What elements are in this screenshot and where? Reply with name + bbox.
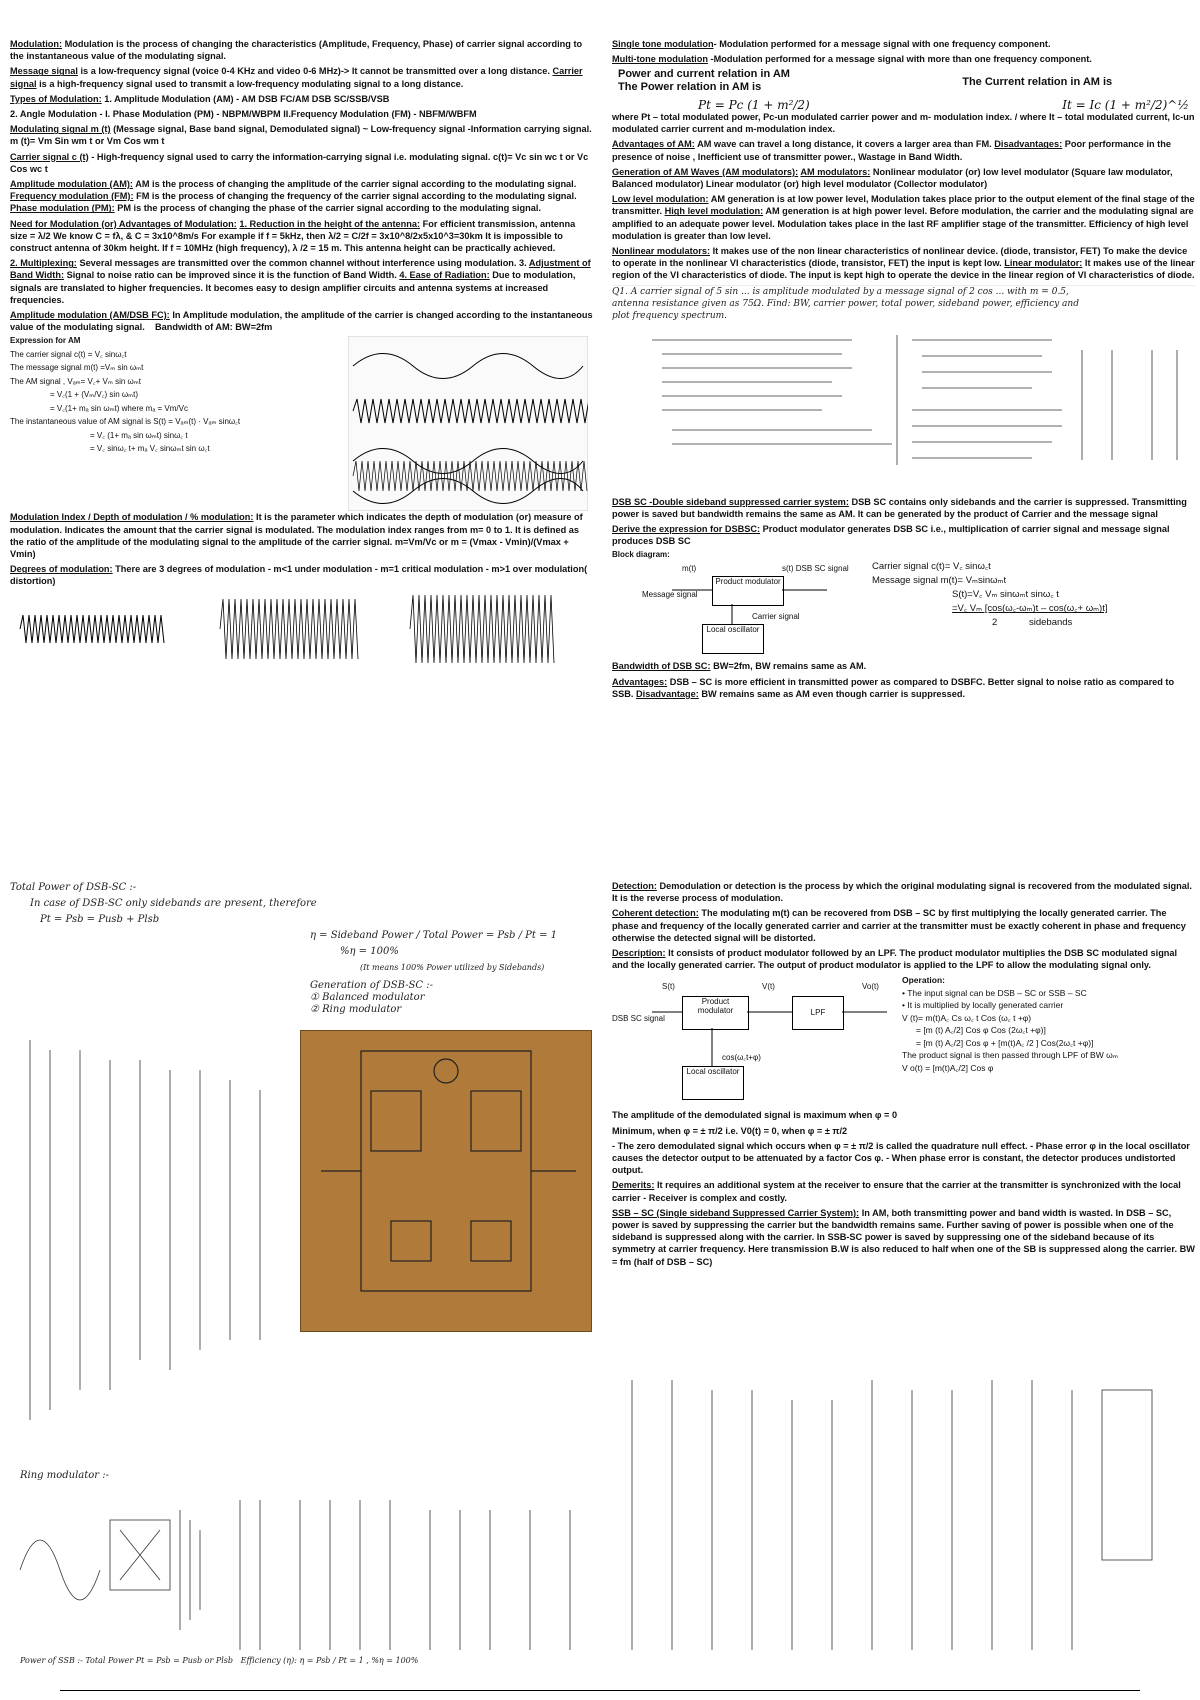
under-modulation-wave: [20, 615, 164, 643]
over-modulation-wave: [410, 595, 554, 663]
bottom-right-notes: [612, 880, 1195, 1360]
handwritten-problem: Q1. A carrier signal of 5 sin ... is amplitude modulated by a message signal of 2 cos ... with m = 0.5, antenna resistance given as 75Ω. Find: BW, carrier power, total power, sideband power, efficiency and plot frequency spectrum.: [612, 285, 1195, 496]
balanced-modulator-circuit: [301, 1031, 591, 1331]
carrier-signal-def: Carrier signal c (t) - High-frequency signal used to carry the information-carrying signal i.e. modulating signal. c(t)= Vc sin wc t or Vc Cos wc t: [10, 151, 589, 174]
ring-modulator-label: Ring modulator :-: [20, 1470, 109, 1481]
lpf-box: LPF: [792, 996, 844, 1030]
message-signal-def: Message signal is a low-frequency signal (voice 0-4 KHz and video 0-6 MHz)-> It cannot be transmitted over a long distance. Carrier signal is a high-frequency signal used to transmit a low-frequency modulating signal to a long distance.: [10, 66, 583, 89]
am-expression: Expression for AM The carrier signal c(t) = V꜀ sinω꜀t The message signal m(t) =Vₘ sin ωₘt The AM signal , Vₐₘ= V꜀+ Vₘ sin ωₘt = V꜀(1 + (Vₘ/V꜀) sin ωₘt) = V꜀(1+ mₐ sin ωₘt) where mₐ = Vm/Vc The instantaneous value of AM signal is S(t) = Vₐₘ(t) · Vₐₘ sinω꜀t = V꜀ (1+ mₐ sin ωₘt) sinω꜀ t = V꜀ sinω꜀ t+ mₐ V꜀ sinωₘt sin ω꜀t: [10, 336, 241, 454]
multi-tone: Multi-tone modulation -Modulation performed for a message signal with more than one frequency component.: [612, 54, 1092, 65]
ssb-sc: SSB – SC (Single sideband Suppressed Carrier System): In AM, both transmitting power and band width is wasted. In DSB – SC, power is saved by suppressing the carrier but the bandwidth remains same. Further saving of power is possible when one of the sideband is suppressed along with the carrier. In SSB-SC power is saved by suppressing one of the sideband because of its symmetry at carrier frequency. Here transmission B.W is also reduced to half when one of the SB is suppressed along the carrier. BW = fm (half of DSB – SC): [612, 1207, 1195, 1267]
modulating-signal-def: Modulating signal m (t) (Message signal, Base band signal, Demodulated signal) ~ Low-frequency signal -Information carrying signal. m (t)= Vm Sin wm t or Vm Cos wm t: [10, 124, 592, 147]
top-left-notes: [10, 38, 595, 778]
min-amplitude: Minimum, when φ = ± π/2 i.e. V0(t) = 0, when φ = ± π/2: [612, 1125, 848, 1136]
max-amplitude: The amplitude of the demodulated signal is maximum when φ = 0: [612, 1110, 898, 1121]
bottom-rule: [60, 1690, 1140, 1691]
am-waveforms-figure: [348, 336, 588, 511]
dsb-sc-def: DSB SC -Double sideband suppressed carrier system: DSB SC contains only sidebands and the carrier is suppressed. Transmitting power is saved but bandwidth remains the same as AM. It can be generated by the product of Carrier and the message signal: [612, 496, 1187, 519]
generation-notes: Generation of DSB-SC :- ① Balanced modulator ② Ring modulator: [310, 980, 433, 1015]
critical-modulation-wave: [220, 599, 358, 659]
am-dsbfc: Amplitude modulation (AM/DSB FC): In Amplitude modulation, the amplitude of the carrier is changed according to the instantaneous value of the modulating signal. Bandwidth of AM: BW=2fm: [10, 310, 593, 333]
local-oscillator-box-2: Local oscillator: [682, 1066, 744, 1100]
dsbsc-derivation: Derive the expression for DSBSC: Product modulator generates DSB SC i.e., multiplication of carrier signal and message signal produces DSB SC: [612, 524, 1170, 547]
demerits: Demerits: It requires an additional system at the receiver to ensure that the carrier at the transmitter is synchronized with the local carrier - Receiver is complex and costly.: [612, 1180, 1181, 1203]
dsb-bandwidth: Bandwidth of DSB SC: BW=2fm, BW remains same as AM.: [612, 661, 867, 672]
power-relations: [612, 68, 1195, 111]
am-generation: Generation of AM Waves (AM modulators): AM modulators: Nonlinear modulator (or) low level modulator (Square law modulator, Balanced modulator) Linear modulator (or) high level modulator (Collector modulator): [612, 166, 1173, 190]
ring-modulator-sketches: [10, 1490, 600, 1660]
degrees-of-modulation: Degrees of modulation: There are 3 degrees of modulation - m<1 under modulation - m=1 critical modulation - m>1 over modulation( distortion): [10, 564, 588, 587]
nonlinear-modulators: Nonlinear modulators: It makes use of the non linear characteristics of nonlinear device. (diode, transistor, FET) To make the device to operate in the nonlinear VI characteristics (diode, transistor, FET) the input is kept low. Linear modulator: It makes use of the linear region of the VI characteristics of diode. The input is kept high to operate the device in the linear region of VI characteristics of diode.: [612, 246, 1195, 281]
am-advantages: Advantages of AM: AM wave can travel a long distance, it covers a larger area than FM. Disadvantages: Poor performance in the presence of noise , Inefficient use of transmitter power., Wastage in Band Width.: [612, 139, 1171, 162]
current-relation: The Current relation in AM is It = Ic (1 + m²/2)^½: [962, 76, 1189, 112]
power-relation: Power and current relation in AM The Power relation in AM is Pt = Pc (1 + m²/2): [618, 68, 810, 112]
types-of-modulation: Types of Modulation: 1. Amplitude Modulation (AM) - AM DSB FC/AM DSB SC/SSB/VSB: [10, 93, 390, 104]
single-tone: Single tone modulation- Modulation performed for a message signal with one frequency component.: [612, 39, 1051, 49]
balanced-modulator-photo: [300, 1030, 592, 1332]
modulation-def: Modulation: Modulation is the process of changing the characteristics (Amplitude, Frequency, Phase) of carrier signal according to the instantaneous value of the modulating signal.: [10, 39, 583, 62]
bottom-right-handwritten: [612, 1370, 1195, 1670]
it-formula: It = Ic (1 + m²/2)^½: [1062, 97, 1189, 112]
detection-def: Detection: Demodulation or detection is the process by which the original modulating signal is recovered from the modulated signal. It is the reverse process of modulation.: [612, 881, 1192, 904]
top-right-notes: [612, 38, 1195, 818]
coherent-detector-diagram: S(t) V(t) Vo(t) DSB SC signal Product modulator LPF cos(ω꜀t+φ) Local oscillator Operation: • The input signal can be DSB – SC or SSB – SC • It is multiplied by locally generated carrier V (t)= m(t)A꜀ Cs ω꜀ t Cos (ω꜀ t +φ) = [m (t) A꜀/2] Cos φ Cos (2ω꜀t +φ)] = [m (t) A꜀/2] Cos φ + [m(t)A꜀ /2 ] Cos(2ω꜀t +φ)] The product signal is then passed through LPF of BW ωₘ V o(t) = [m(t)A꜀/2] Cos φ: [612, 974, 1195, 1109]
handwritten-rotated-notes: [10, 1030, 290, 1450]
description: Description: It consists of product modulator followed by an LPF. The product modulator multiplies the DSB SC modulated signal and the locally generated carrier. The output of product modulator is applied to the LPF to allow the modulating signal only.: [612, 948, 1178, 971]
dsbsc-block-diagram: Block diagram: m(t) s(t) DSB SC signal Message signal Product modulator Carrier signal Local oscillator Carrier signal c(t)= V꜀ sinω꜀t Message signal m(t)= Vₘsinωₘt S(t)=V꜀ Vₘ sinωₘt sinω꜀ t =V꜀ Vₘ [cos(ω꜀-ωₘ)t – cos(ω꜀+ ωₘ)t] 2 sidebands: [612, 550, 1195, 660]
product-modulator-box-2: Product modulator: [682, 996, 749, 1030]
local-oscillator-box: Local oscillator: [702, 624, 764, 654]
level-modulation: Low level modulation: AM generation is at low power level, Modulation takes place prior to the output element of the final stage of the transmitter. High level modulation: AM generation is at high power level. Before modulation, the carrier and the modulating signal are amplified to an adequate power level. Modulation takes place in the last RF amplifier stage of the transmitter. Efficiency of high level modulation is greater than low level.: [612, 194, 1195, 241]
dsbsc-power-notes: Total Power of DSB-SC :- In case of DSB-SC only sidebands are present, therefore Pt = Psb = Pusb + Plsb η = Sideband Power / Total Power = Psb / Pt = 1 %η = 100% (It means 100% Power utilized by Sidebands): [10, 882, 557, 972]
product-modulator-box: Product modulator: [712, 576, 784, 606]
pt-formula: Pt = Pc (1 + m²/2): [698, 97, 810, 112]
am-fm-pm-def: Amplitude modulation (AM): AM is the process of changing the amplitude of the carrier signal according to the modulating signal. Frequency modulation (FM): FM is the process of changing the frequency of the carrier signal according to the modulating signal. Phase modulation (PM): PM is the process of changing the phase of the carrier signal according to the modulating signal.: [10, 179, 577, 214]
multiplexing: 2. Multiplexing: Several messages are transmitted over the common channel without interference using modulation. 3. Adjustment of Band Width: Signal to noise ratio can be improved since it is the function of Band Width. 4. Ease of Radiation: Due to modulation, signals are translated to higher frequencies. It becomes easy to design amplifier circuits and antenna systems at increased frequencies.: [10, 258, 591, 305]
dsb-advantages: Advantages: DSB – SC is more efficient in transmitted power as compared to DSBFC. Better signal to noise ratio as compared to SSB. Disadvantage: BW remains same as AM even though carrier is suppressed.: [612, 676, 1175, 699]
operation-list: Operation: • The input signal can be DSB – SC or SSB – SC • It is multiplied by locally generated carrier V (t)= m(t)A꜀ Cs ω꜀ t Cos (ω꜀ t +φ) = [m (t) A꜀/2] Cos φ Cos (2ω꜀t +φ)] = [m (t) A꜀/2] Cos φ + [m(t)A꜀ /2 ] Cos(2ω꜀t +φ)] The product signal is then passed through LPF of BW ωₘ V o(t) = [m(t)A꜀/2] Cos φ: [902, 975, 1119, 1073]
block-diagram-lines: [612, 550, 862, 660]
degrees-waveforms: [10, 591, 590, 666]
coherent-detection: Coherent detection: The modulating m(t) can be recovered from DSB – SC by first multiplying the locally generated carrier. The phase and frequency of the locally generated carrier and carrier at the transmitter must be exactly coherent in phase and frequency otherwise the detected signal will be distorted.: [612, 908, 1186, 943]
quadrature-null: - The zero demodulated signal which occurs when φ = ± π/2 is called the quadrature null effect. - Phase error φ in the local oscillator causes the detector output to be attenuated by a factor Cos φ. - When phase error is constant, the detector produces undistorted output.: [612, 1140, 1190, 1176]
where-text: where Pt – total modulated power, Pc-un modulated carrier power and m- modulation index. / where It – total modulated current, Ic-un modulated carrier current and m-modulation index.: [612, 112, 1195, 135]
ssb-power-efficiency: Power of SSB :- Total Power Pt = Psb = Pusb or Plsb Efficiency (η): η = Psb / Pt = 1 , %η = 100%: [20, 1656, 419, 1665]
angle-modulation: 2. Angle Modulation - I. Phase Modulation (PM) - NBPM/WBPM II.Frequency Modulation (FM) - NBFM/WBFM: [10, 109, 477, 120]
dsbsc-equations: Carrier signal c(t)= V꜀ sinω꜀t Message signal m(t)= Vₘsinωₘt S(t)=V꜀ Vₘ sinωₘt sinω꜀ t =V꜀ Vₘ [cos(ω꜀-ωₘ)t – cos(ω꜀+ ωₘ)t] 2 sidebands: [872, 561, 1108, 629]
modulation-index: Modulation Index / Depth of modulation / % modulation: It is the parameter which indicates the depth of modulation (or) measure of modulation. Indicates the amount that the carrier signal is modulated. The modulation index ranges from m= 0 to 1. It is defined as the ratio of the amplitude of the modulating signal to the amplitude of the carrier signal. m=Vm/Vc or m = (Vmax - Vmin)/(Vmax + Vmin): [10, 512, 583, 560]
need-for-modulation: Need for Modulation (or) Advantages of Modulation: 1. Reduction in the height of the antenna: For efficient transmission, antenna size = λ/2 We know C = fλ, & C = 3x10^8m/s For example if f = 5kHz, then λ/2 = C/2f = 3x10^8/2x5x10^3=30km It is impossible to construct antenna of 30km height. If f = 10MHz (high frequency), λ /2 = 15 m. This antenna height can be practically achieved.: [10, 218, 576, 254]
detector-lines: [612, 974, 892, 1109]
am-expression-row: [10, 336, 595, 511]
handwritten-solution: [612, 330, 1195, 490]
